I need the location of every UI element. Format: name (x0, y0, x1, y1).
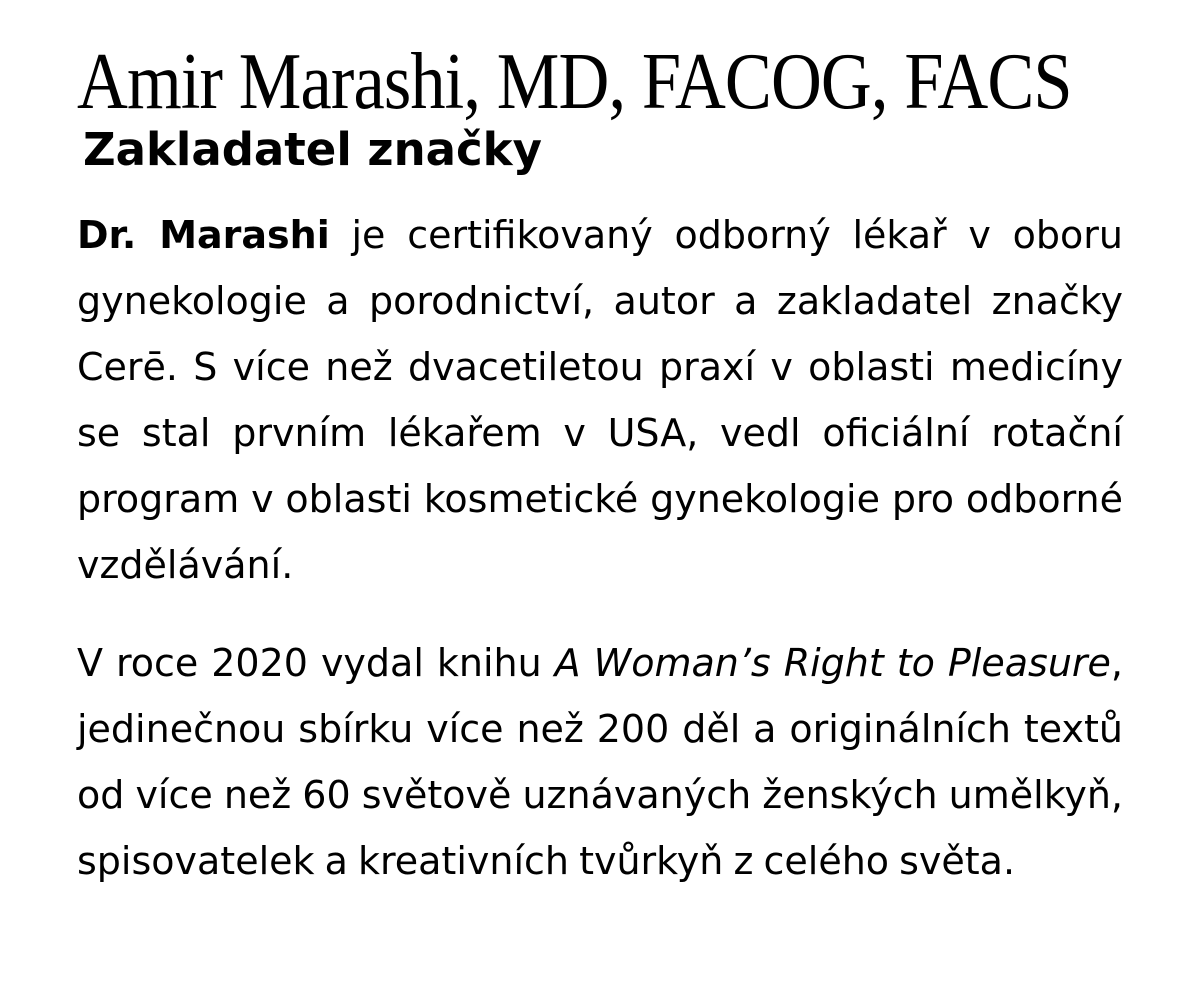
founder-role: Zakladatel značky (83, 123, 542, 176)
bio-intro-2: V roce 2020 vydal knihu (77, 641, 555, 685)
bio-paragraph-1 (77, 202, 1123, 598)
bio-text-1: je certifikovaný odborný lékař v oboru gynekologie a porodnictví, autor a zakladatel značky Cerē. S více než dvacetiletou praxí v oblasti medicíny se stal prvním lékařem v USA, vedl oficiální rotační program v oblasti kosmetické gynekologie pro odborné vzdělávání. (77, 213, 1123, 587)
founder-profile (77, 36, 1123, 894)
founder-name: Amir Marashi, MD, FACOG, FACS (77, 38, 1072, 126)
bio-text-2: , jedinečnou sbírku více než 200 děl a originálních textů od více než 60 světově uznávaných ženských umělkyň, spisovatelek a kreativních tvůrkyň z celého světa. (77, 641, 1123, 883)
bio-paragraph-2 (77, 630, 1123, 894)
bio-lead-name: Dr. Marashi (77, 213, 330, 257)
book-title: A Woman’s Right to Pleasure (554, 641, 1111, 685)
